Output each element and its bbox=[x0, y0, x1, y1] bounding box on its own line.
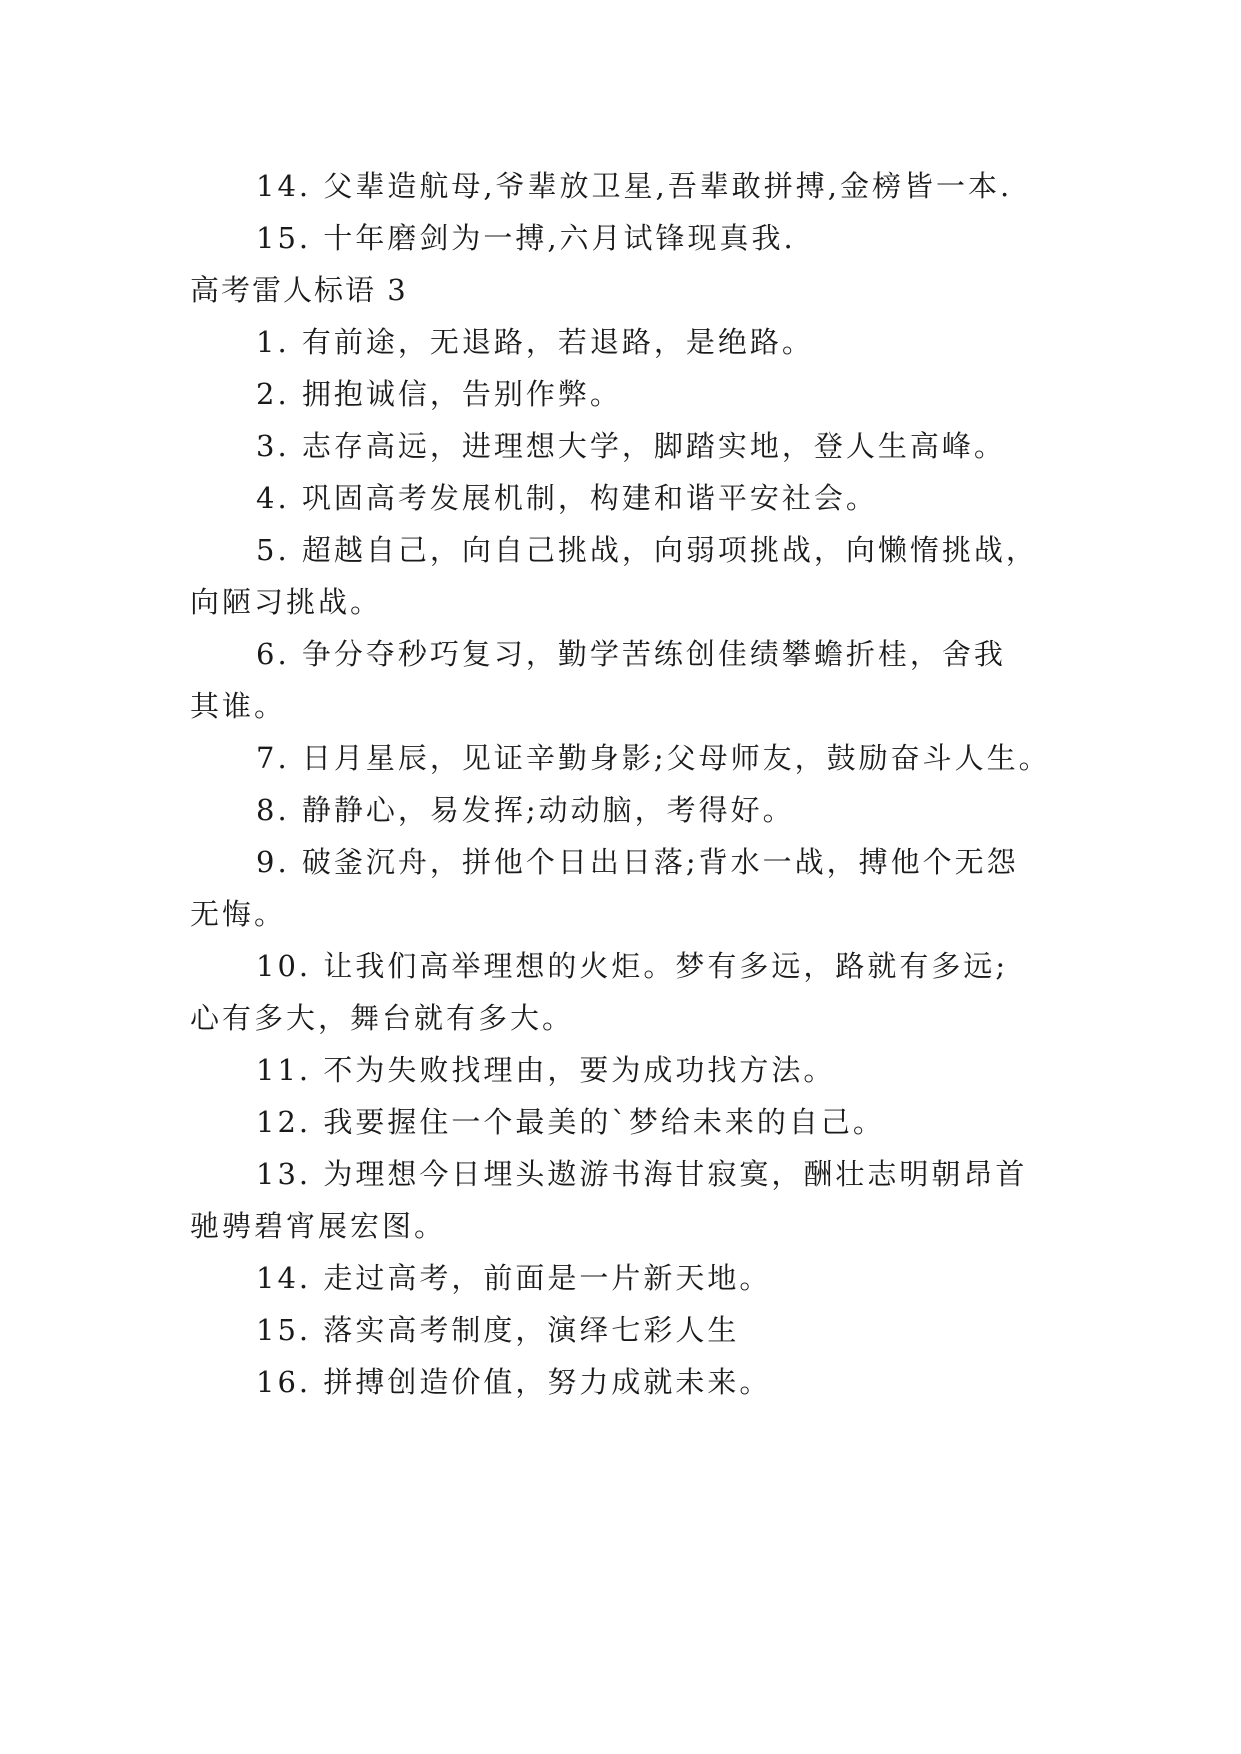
section-heading: 高考雷人标语 3 bbox=[190, 273, 408, 307]
list-item: 12. 我要握住一个最美的`梦给未来的自己。 bbox=[256, 1105, 885, 1139]
list-item: 1. 有前途，无退路，若退路，是绝路。 bbox=[256, 325, 814, 359]
list-item: 2. 拥抱诚信，告别作弊。 bbox=[256, 377, 622, 411]
list-item-continuation: 驰骋碧宵展宏图。 bbox=[190, 1209, 447, 1243]
list-item: 7. 日月星辰，见证辛勤身影;父母师友，鼓励奋斗人生。 bbox=[256, 741, 1051, 775]
list-item: 4. 巩固高考发展机制，构建和谐平安社会。 bbox=[256, 481, 878, 515]
list-item-continuation: 向陋习挑战。 bbox=[190, 585, 383, 619]
list-item: 5. 超越自己，向自己挑战，向弱项挑战，向懒惰挑战， bbox=[256, 533, 1038, 567]
list-item-continuation: 心有多大，舞台就有多大。 bbox=[190, 1001, 575, 1035]
list-item-continuation: 其谁。 bbox=[190, 689, 287, 723]
list-item: 15. 落实高考制度，演绎七彩人生 bbox=[256, 1313, 740, 1347]
list-item: 15. 十年磨剑为一搏,六月试锋现真我. bbox=[256, 221, 796, 255]
list-item-continuation: 无悔。 bbox=[190, 897, 287, 931]
list-item: 16. 拼搏创造价值，努力成就未来。 bbox=[256, 1365, 772, 1399]
list-item: 11. 不为失败找理由，要为成功找方法。 bbox=[256, 1053, 836, 1087]
list-item: 14. 父辈造航母,爷辈放卫星,吾辈敢拼搏,金榜皆一本. bbox=[256, 169, 1013, 203]
list-item: 10. 让我们高举理想的火炬。梦有多远，路就有多远; bbox=[256, 949, 1009, 983]
list-item: 3. 志存高远，进理想大学，脚踏实地，登人生高峰。 bbox=[256, 429, 1006, 463]
list-item: 13. 为理想今日埋头遨游书海甘寂寞，酬壮志明朝昂首 bbox=[256, 1157, 1028, 1191]
list-item: 8. 静静心，易发挥;动动脑，考得好。 bbox=[256, 793, 795, 827]
list-item: 9. 破釜沉舟，拼他个日出日落;背水一战，搏他个无怨 bbox=[256, 845, 1019, 879]
list-item: 6. 争分夺秒巧复习，勤学苦练创佳绩攀蟾折桂，舍我 bbox=[256, 637, 1006, 671]
list-item: 14. 走过高考，前面是一片新天地。 bbox=[256, 1261, 772, 1295]
